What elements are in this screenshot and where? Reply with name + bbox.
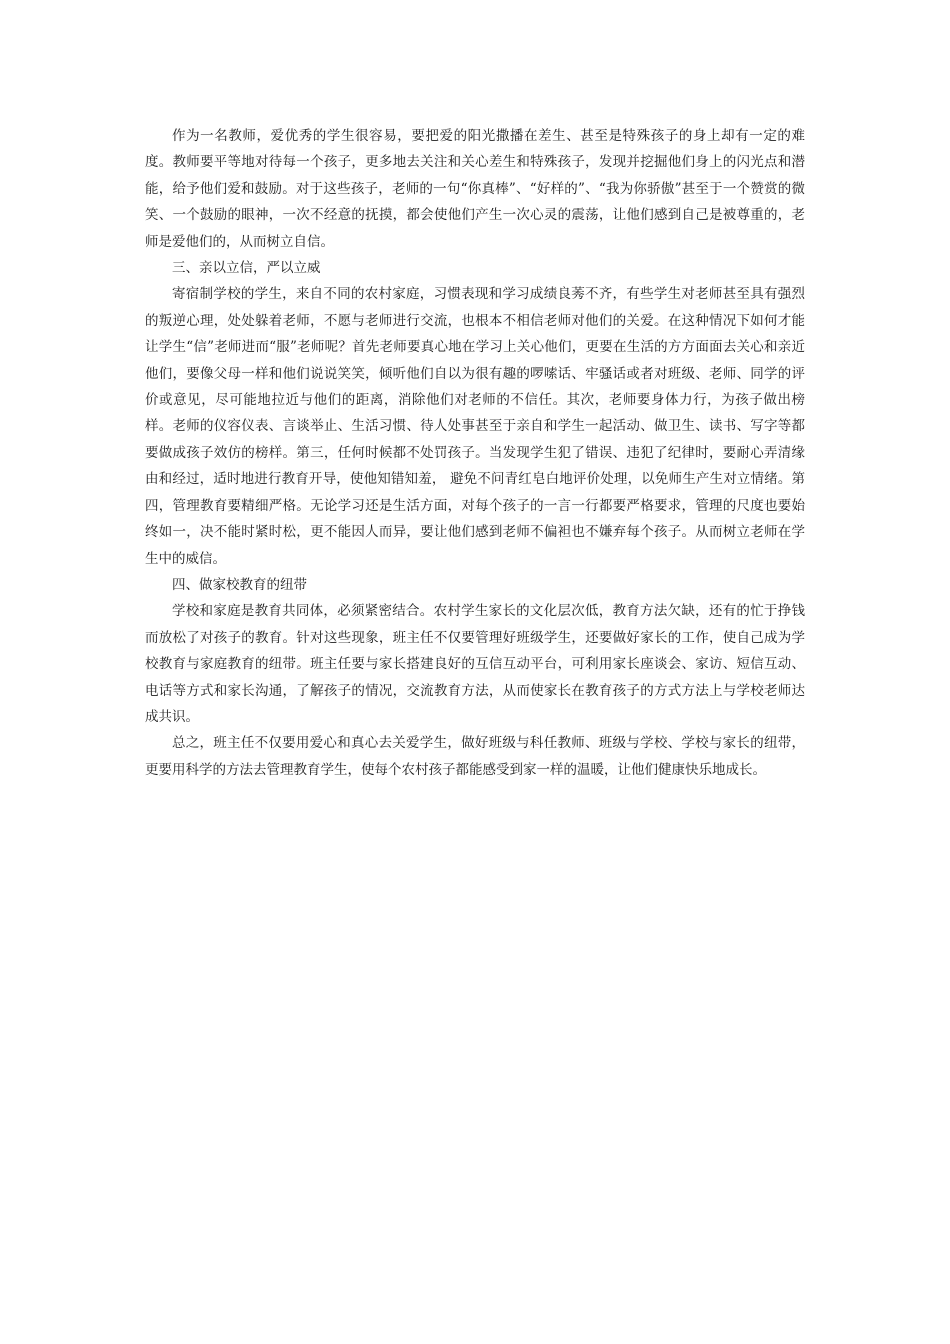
paragraph-conclusion: 总之，班主任不仅要用爱心和真心去关爱学生，做好班级与科任教师、班级与学校、学校与家长的纽带，更要用科学的方法去管理教育学生，使每个农村孩子都能感受到家一样的温暖，让他们健康快乐地成长。 [145,735,805,778]
paragraph-boarding-students: 寄宿制学校的学生，来自不同的农村家庭，习惯表现和学习成绩良莠不齐，有些学生对老师甚至具有强烈的叛逆心理，处处躲着老师，不愿与老师进行交流，也根本不相信老师对他们的关爱。在这种情况下如何才能让学生“信”老师进而“服”老师呢？首先老师要真心地在学习上关心他们，更要在生活的方方面面去关心和亲近他们，要像父母一样和他们说说笑笑，倾听他们自以为很有趣的啰嗦话、牢骚话或者对班级、老师、同学的评价或意见，尽可能地拉近与他们的距离，消除他们对老师的不信任。其次，老师要身体力行，为孩子做出榜样。老师的仪容仪表、言谈举止、生活习惯、待人处事甚至于亲自和学生一起活动、做卫生、读书、写字等都要做成孩子效仿的榜样。第三，任何时候都不处罚孩子。当发现学生犯了错误、违犯了纪律时，要耐心弄清缘由和经过，适时地进行教育开导，使他知错知羞， 避免不问青红皂白地评价处理，以免师生产生对立情绪。第四，管理教育要精细严格。无论学习还是生活方面，对每个孩子的一言一行都要严格要求，管理的尺度也要始终如一，决不能时紧时松，更不能因人而异，要让他们感到老师不偏袒也不嫌弃每个孩子。从而树立老师在学生中的威信。 [145,286,805,567]
document-body [145,123,805,783]
section-heading-3: 三、亲以立信，严以立威 [172,260,321,277]
paragraph-care-for-special-students: 作为一名教师，爱优秀的学生很容易，要把爱的阳光撒播在差生、甚至是特殊孩子的身上却有一定的难度。教师要平等地对待每一个孩子，更多地去关注和关心差生和特殊孩子，发现并挖掘他们身上的闪光点和潜能，给予他们爱和鼓励。对于这些孩子，老师的一句“你真棒”、“好样的”、“我为你骄傲”甚至于一个赞赏的微笑、一个鼓励的眼神，一次不经意的抚摸，都会使他们产生一次心灵的震荡，让他们感到自己是被尊重的，老师是爱他们的，从而树立自信。 [145,128,805,250]
paragraph-home-school-link: 学校和家庭是教育共同体，必须紧密结合。农村学生家长的文化层次低，教育方法欠缺，还有的忙于挣钱而放松了对孩子的教育。针对这些现象，班主任不仅要管理好班级学生，还要做好家长的工作，使自己成为学校教育与家庭教育的纽带。班主任要与家长搭建良好的互信互动平台，可利用家长座谈会、家访、短信互动、电话等方式和家长沟通，了解孩子的情况，交流教育方法，从而使家长在教育孩子的方式方法上与学校老师达成共识。 [145,603,805,725]
section-heading-4: 四、做家校教育的纽带 [172,576,307,593]
